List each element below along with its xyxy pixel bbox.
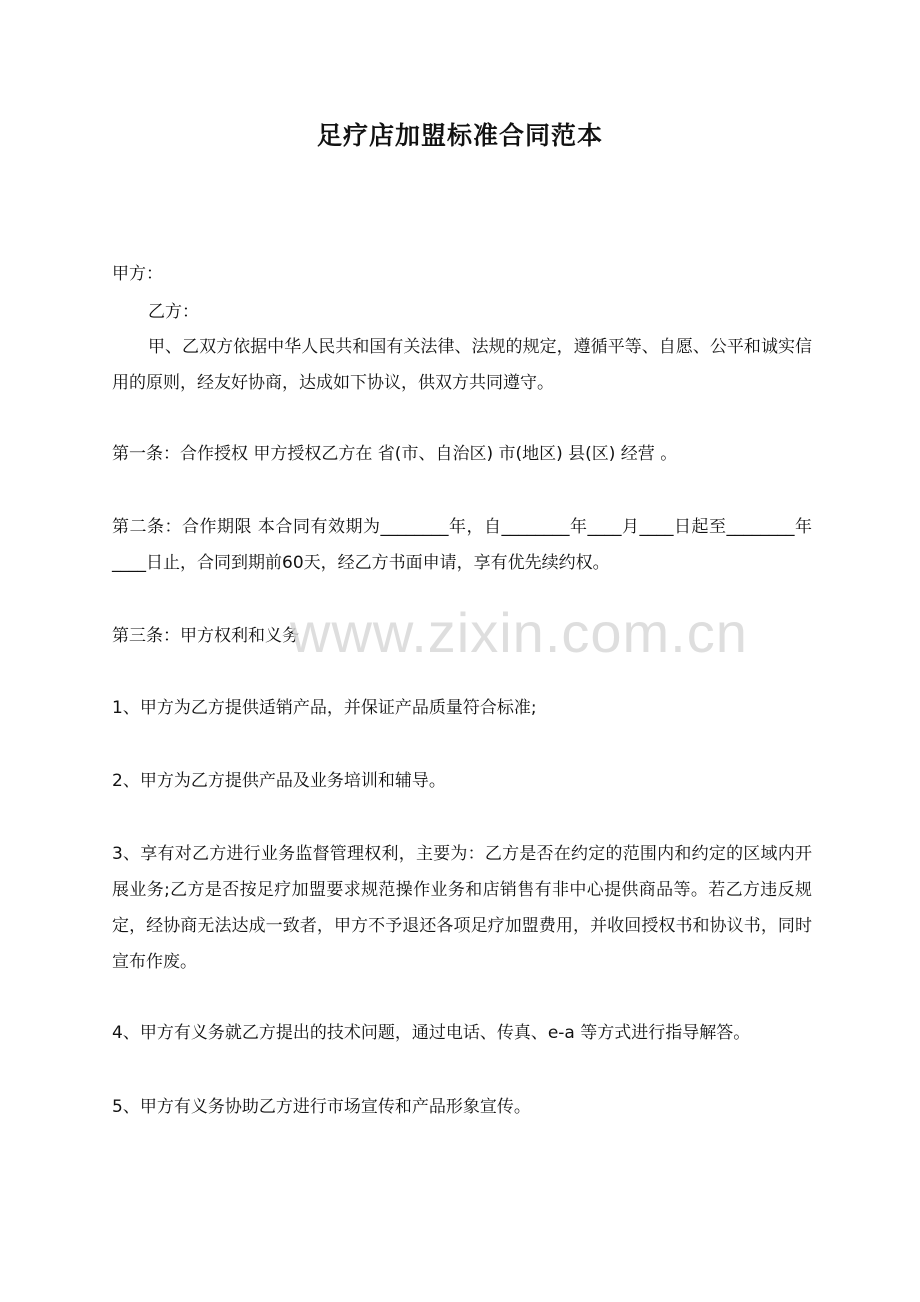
article-1: 第一条：合作授权 甲方授权乙方在 省(市、自治区) 市(地区) 县(区) 经营 。 [112,444,678,464]
article-3-item-3: 3、享有对乙方进行业务监督管理权利，主要为：乙方是否在约定的范围内和约定的区域内开展业务;乙方是否按足疗加盟要求规范操作业务和店销售有非中心提供商品等。若乙方违反规定，经协商无法达成一致者，甲方不予退还各项足疗加盟费用，并收回授权书和协议书，同时宣布作废。 [112,844,812,972]
article-2: 第二条：合作期限 本合同有效期为________年，自________年____月____日起至________年____日止，合同到期前60天，经乙方书面申请，享有优先续约权。 [112,517,812,573]
article-3-item-1: 1、甲方为乙方提供适销产品，并保证产品质量符合标准; [112,698,537,718]
article-3-item-2: 2、甲方为乙方提供产品及业务培训和辅导。 [112,771,446,791]
document-title: 足疗店加盟标准合同范本 [316,121,603,150]
party-a-label: 甲方： [112,264,163,284]
preamble-paragraph: 甲、乙双方依据中华人民共和国有关法律、法规的规定，遵循平等、自愿、公平和诚实信用的原则，经友好协商，达成如下协议，供双方共同遵守。 [112,337,812,393]
article-3-item-4: 4、甲方有义务就乙方提出的技术问题，通过电话、传真、e-a 等方式进行指导解答。 [112,1023,751,1043]
watermark-text: www.zixin.com.cn [290,601,748,664]
article-3-item-5: 5、甲方有义务协助乙方进行市场宣传和产品形象宣传。 [112,1097,531,1117]
party-b-label: 乙方： [148,302,199,322]
article-3-heading: 第三条：甲方权利和义务 [112,626,299,646]
